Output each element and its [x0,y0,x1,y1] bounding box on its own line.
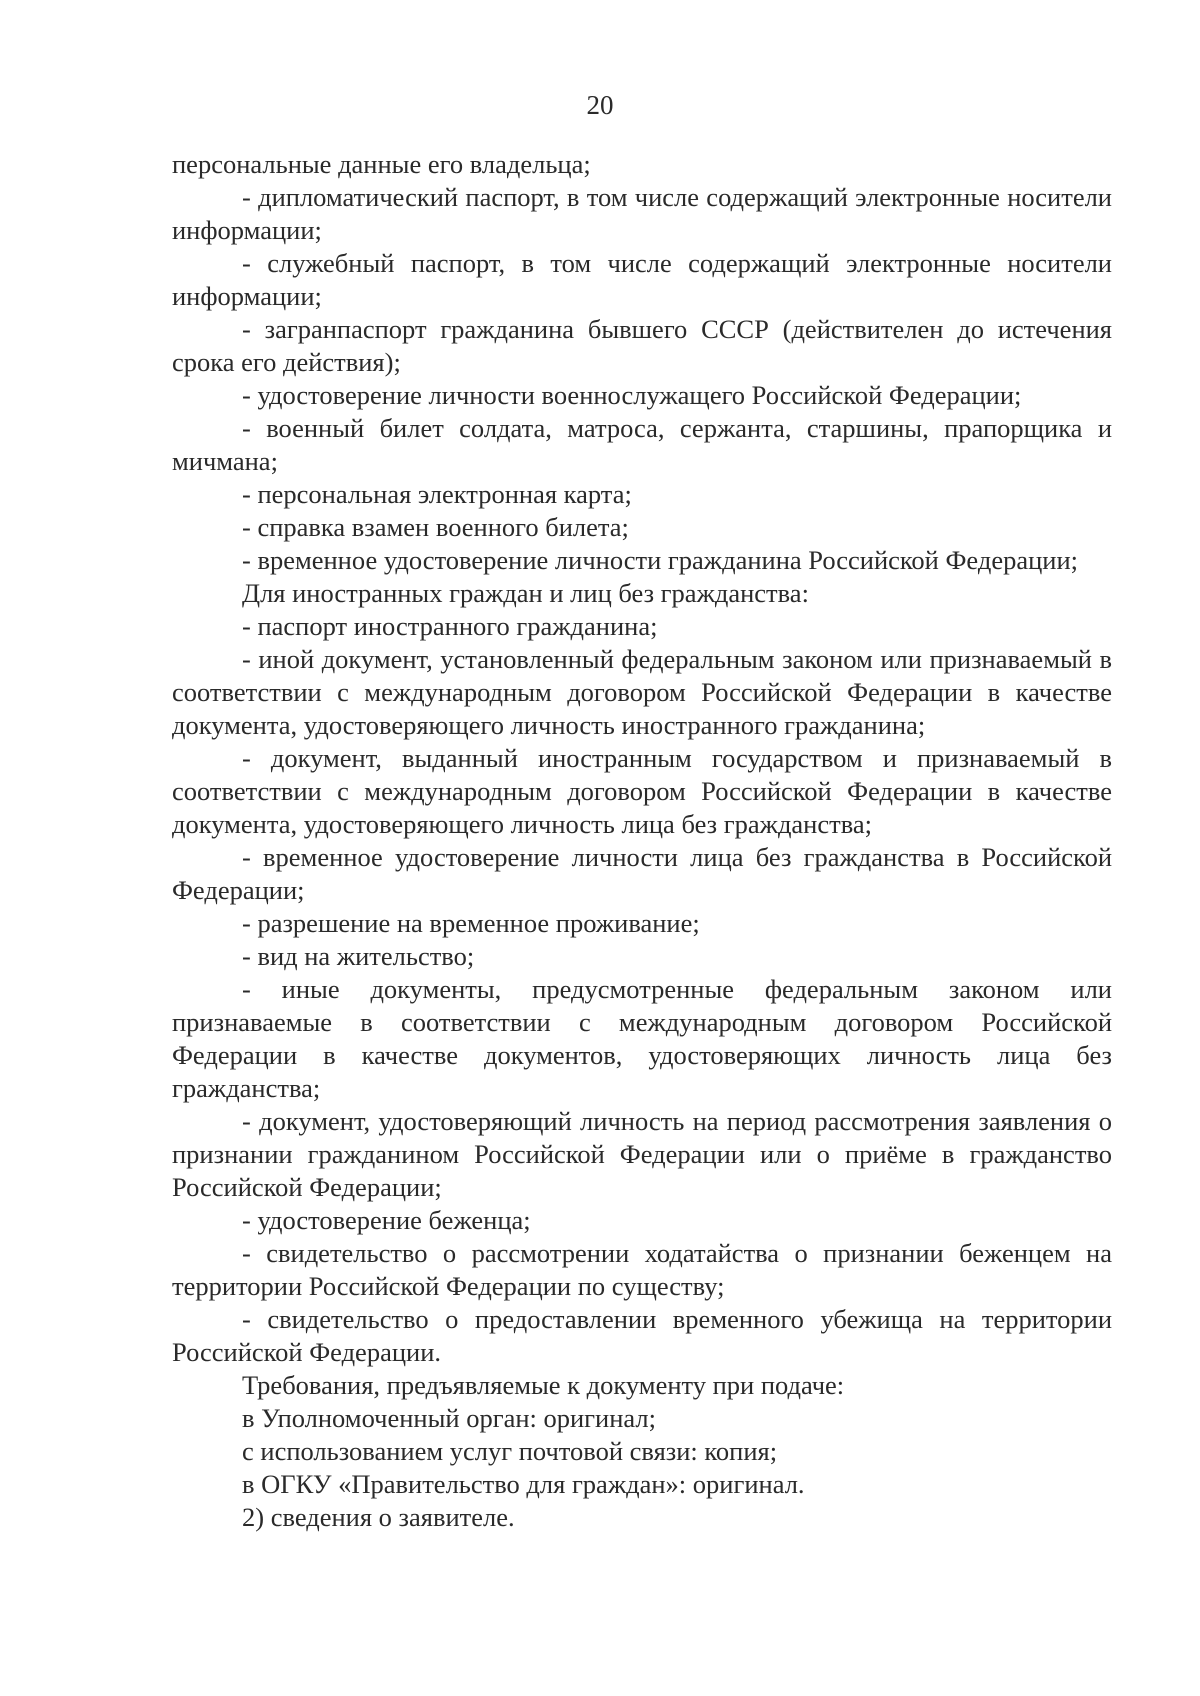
list-item: - документ, удостоверяющий личность на период рассмотрения заявления о признании гражданином Российской Федерации или о приёме в гражданство Российской Федерации; [172,1106,1112,1202]
list-item: - иной документ, установленный федеральным законом или признаваемый в соответствии с международным договором Российской Федерации в качестве документа, удостоверяющего личность иностранного гражданина; [172,644,1112,740]
requirements-heading: Требования, предъявляемые к документу при подаче: [242,1370,845,1400]
list-item: - паспорт иностранного гражданина; [242,611,658,641]
list-item: - свидетельство о предоставлении временного убежища на территории Российской Федерации. [172,1304,1112,1367]
list-item: - военный билет солдата, матроса, сержанта, старшины, прапорщика и мичмана; [172,413,1112,476]
list-item: - временное удостоверение личности лица без гражданства в Российской Федерации; [172,842,1112,905]
paragraph: персональные данные его владельца; [172,149,591,179]
list-item: - документ, выданный иностранным государством и признаваемый в соответствии с международным договором Российской Федерации в качестве документа, удостоверяющего личность лица без гражданства; [172,743,1112,839]
list-item: - дипломатический паспорт, в том числе содержащий электронные носители информации; [172,182,1112,245]
list-item: - свидетельство о рассмотрении ходатайства о признании беженцем на территории Российской Федерации по существу; [172,1238,1112,1301]
list-item: - разрешение на временное проживание; [242,908,700,938]
requirement-item: в Уполномоченный орган: оригинал; [242,1403,656,1433]
list-item: - служебный паспорт, в том числе содержащий электронные носители информации; [172,248,1112,311]
list-item: - иные документы, предусмотренные федеральным законом или признаваемые в соответствии с международным договором Российской Федерации в качестве документов, удостоверяющих личность лица без гражданства; [172,974,1112,1103]
requirement-item: в ОГКУ «Правительство для граждан»: оригинал. [242,1469,805,1499]
list-item: - временное удостоверение личности гражданина Российской Федерации; [242,545,1079,575]
requirement-item: с использованием услуг почтовой связи: копия; [242,1436,778,1466]
list-item: - загранпаспорт гражданина бывшего СССР (действителен до истечения срока его действия); [172,314,1112,377]
section-heading: Для иностранных граждан и лиц без гражданства: [242,578,809,608]
list-item: - вид на жительство; [242,941,475,971]
page-number: 20 [586,90,614,120]
list-item: - удостоверение беженца; [242,1205,531,1235]
list-item: - персональная электронная карта; [242,479,632,509]
numbered-item: 2) сведения о заявителе. [242,1502,515,1532]
list-item: - справка взамен военного билета; [242,512,629,542]
list-item: - удостоверение личности военнослужащего Российской Федерации; [242,380,1022,410]
document-body [172,148,1112,1534]
